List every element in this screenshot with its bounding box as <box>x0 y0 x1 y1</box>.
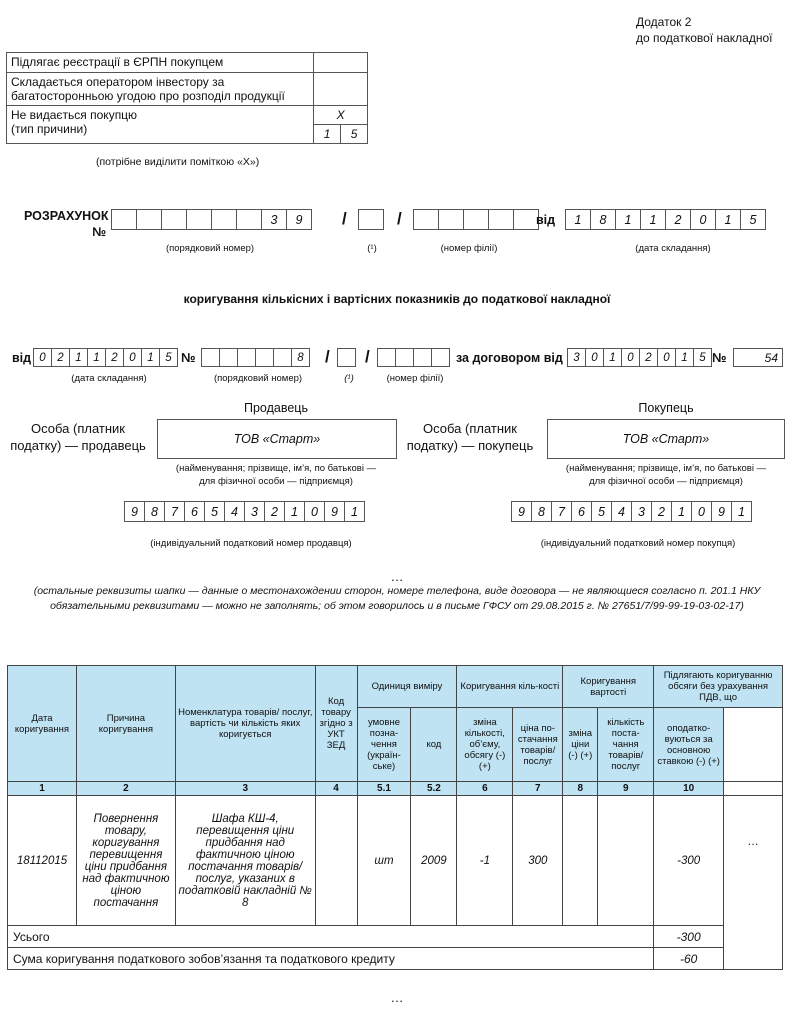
ref-branch-cells <box>378 348 450 367</box>
ref-date-cell-5[interactable]: 2 <box>105 348 124 367</box>
ref-branch-cell-3[interactable] <box>413 348 432 367</box>
calc-ext-cells <box>359 209 384 230</box>
comment <box>4 584 790 614</box>
cell-date[interactable]: 18112015 <box>8 796 77 926</box>
calc-number-cell-6[interactable] <box>236 209 262 230</box>
calc-from-label: від <box>536 213 556 227</box>
th-qty: Коригування кіль-кості <box>457 666 563 708</box>
calc-date-cell-2[interactable]: 8 <box>590 209 616 230</box>
col-num: 5.1 <box>357 782 411 796</box>
buyer-person-b: податку) — покупець <box>406 438 534 453</box>
seller-person-a: Особа (платник <box>31 421 125 436</box>
th-unit-code: код <box>411 708 457 782</box>
ref-from-label: від <box>12 351 32 365</box>
appendix-line2: до податкової накладної <box>636 31 773 45</box>
cell-qty[interactable]: -1 <box>457 796 513 926</box>
cell-unit[interactable]: шт <box>357 796 411 926</box>
calc-branch-cell-4[interactable] <box>488 209 514 230</box>
buyer-person-label <box>398 420 542 454</box>
registry-row-operator <box>7 73 314 106</box>
th-unit: Одиниця виміру <box>357 666 457 708</box>
buyer-name-note <box>530 462 794 488</box>
calc-date-cell-7[interactable]: 1 <box>715 209 741 230</box>
ref-contract-cell-6[interactable]: 0 <box>657 348 676 367</box>
cell-code[interactable] <box>315 796 357 926</box>
calc-date-cell-3[interactable]: 1 <box>615 209 641 230</box>
buyer-ipn-cell-10[interactable]: 0 <box>691 501 712 522</box>
calc-number-label: (порядковий номер) <box>165 243 255 254</box>
slash-2: / <box>397 209 402 228</box>
buyer-name-note-b: для фізичної особи — підприємця) <box>589 476 743 487</box>
ref-date-cell-3[interactable]: 1 <box>69 348 88 367</box>
seller-name-note-a: (найменування; прізвище, ім’я, по батькові — <box>175 463 377 474</box>
calc-title-b: № <box>92 225 106 239</box>
ref-contract-cell-4[interactable]: 0 <box>621 348 640 367</box>
registry-table <box>6 52 368 144</box>
calc-date-cell-6[interactable]: 0 <box>690 209 716 230</box>
ref-ext-cells <box>338 348 356 367</box>
ref-contract-cell-5[interactable]: 2 <box>639 348 658 367</box>
col-num: 10 <box>654 782 724 796</box>
seller-name-note <box>140 462 412 488</box>
ref-ext-label: (¹) <box>344 373 354 384</box>
col-num: 1 <box>8 782 77 796</box>
ref-number-cells <box>202 348 310 367</box>
seller-person-label <box>6 420 150 454</box>
calc-number-cell-3[interactable] <box>161 209 187 230</box>
ref-contract-no-label: № <box>712 350 727 365</box>
col-num: 2 <box>76 782 175 796</box>
ref-number-cell-6[interactable]: 8 <box>291 348 310 367</box>
seller-ipn-cell-4[interactable]: 6 <box>184 501 205 522</box>
cell-amount[interactable]: -300 <box>654 796 724 926</box>
th-nomenclature: Номенклатура товарів/ послуг, вартість чи кількість яких коригується <box>175 666 315 782</box>
ref-branch-cell-1[interactable] <box>377 348 396 367</box>
ref-number-cell-5[interactable] <box>273 348 292 367</box>
calc-number-cell-5[interactable] <box>211 209 237 230</box>
buyer-ipn-cell-5[interactable]: 5 <box>591 501 612 522</box>
calc-date-cell-5[interactable]: 2 <box>665 209 691 230</box>
buyer-ipn-cell-6[interactable]: 4 <box>611 501 632 522</box>
registry-row-not-issued <box>7 106 314 144</box>
buyer-ipn-cell-7[interactable]: 3 <box>631 501 652 522</box>
th-empty <box>724 708 783 782</box>
cell-unit-code[interactable]: 2009 <box>411 796 457 926</box>
comment-a: (остальные реквизиты шапки — данные о местонахождении сторон, номере телефона, виде договора — не являющиеся согласно п. 201.1 НКУ <box>33 585 761 597</box>
th-reason: Причина коригування <box>76 666 175 782</box>
buyer-ipn-cell-12[interactable]: 1 <box>731 501 752 522</box>
seller-ipn-cell-7[interactable]: 3 <box>244 501 265 522</box>
th-date: Дата коригування <box>8 666 77 782</box>
ref-no-label: № <box>181 350 196 365</box>
calc-date-label: (дата складання) <box>635 243 711 254</box>
seller-ipn-cell-11[interactable]: 9 <box>324 501 345 522</box>
seller-ipn-cell-2[interactable]: 8 <box>144 501 165 522</box>
registry-note: (потрібне виділити поміткою «Х») <box>96 156 260 168</box>
ref-branch-label: (номер філії) <box>386 373 444 384</box>
appendix-note <box>636 14 772 46</box>
seller-ipn-cell-12[interactable]: 1 <box>344 501 365 522</box>
ref-date-cell-6[interactable]: 0 <box>123 348 142 367</box>
ref-contract-cell-2[interactable]: 0 <box>585 348 604 367</box>
buyer-ipn-cell-11[interactable]: 9 <box>711 501 732 522</box>
ref-number-label: (порядковий номер) <box>213 373 303 384</box>
seller-ipn-cell-9[interactable]: 1 <box>284 501 305 522</box>
col-num: 4 <box>315 782 357 796</box>
col-num: 8 <box>563 782 598 796</box>
ref-contract-no[interactable]: 54 <box>733 348 783 367</box>
reason-cell-2[interactable]: 5 <box>341 125 368 144</box>
reason-cell-1[interactable]: 1 <box>314 125 341 144</box>
seller-ipn-cell-10[interactable]: 0 <box>304 501 325 522</box>
comment-b: обязательными реквизитами — можно не заполнять; об этом говорилось и в письме ГФСУ от 29.08.2015 г. № 27651/7/99-99-19-03-02-17) <box>50 600 744 612</box>
tax-label: Сума коригування податкового зобов’язання та податкового кредиту <box>8 948 654 970</box>
calc-branch-cells <box>414 209 539 230</box>
seller-ipn-cell-1[interactable]: 9 <box>124 501 145 522</box>
buyer-ipn-cells <box>512 501 752 522</box>
ref-branch-cell-4[interactable] <box>431 348 450 367</box>
ref-date-cells <box>34 348 178 367</box>
cell-reason[interactable]: Повернення товару, коригування перевищення ціни придбання над фактичною ціною постачання <box>76 796 175 926</box>
buyer-name-note-a: (найменування; прізвище, ім’я, по батькові — <box>565 463 767 474</box>
th-val-qty: кількість поста-чання товарів/ послуг <box>598 708 654 782</box>
buyer-ipn-cell-8[interactable]: 2 <box>651 501 672 522</box>
registry-row-operator-b: багатосторонньою угодою про розподіл продукції <box>11 89 285 103</box>
buyer-ipn-cell-2[interactable]: 8 <box>531 501 552 522</box>
seller-ipn-cells <box>125 501 365 522</box>
registry-row-not-issued-b: (тип причини) <box>11 122 88 136</box>
seller-ipn-cell-5[interactable]: 5 <box>204 501 225 522</box>
calc-number-cell-4[interactable] <box>186 209 212 230</box>
th-code: Код товару згідно з УКТ ЗЕД <box>315 666 357 782</box>
buyer-person-a: Особа (платник <box>423 421 517 436</box>
slash-1: / <box>342 209 347 228</box>
calc-heading: коригування кількісних і вартісних показників до податкової накладної <box>183 292 611 306</box>
ref-contract-cell-8[interactable]: 5 <box>693 348 712 367</box>
slash-3: / <box>325 347 330 366</box>
col-num: 6 <box>457 782 513 796</box>
calc-date-cells <box>566 209 766 230</box>
seller-name-field[interactable]: ТОВ «Старт» <box>157 419 397 459</box>
ref-date-label: (дата складання) <box>71 373 147 384</box>
seller-name-note-b: для фізичної особи — підприємця) <box>199 476 353 487</box>
ellipsis-top: … <box>390 569 404 584</box>
cell-nomenclature[interactable]: Шафа КШ-4, перевищення ціни придбання над фактичною ціною постачання товарів/ послуг, указаних в податковій накладній № 8 <box>175 796 315 926</box>
registry-row-ergpn: Підлягає реєстрації в ЄРПН покупцем <box>7 53 314 73</box>
registry-row-not-issued-a: Не видається покупцю <box>11 108 138 122</box>
seller-ipn-cell-6[interactable]: 4 <box>224 501 245 522</box>
total-label: Усього <box>8 926 654 948</box>
ref-date-cell-7[interactable]: 1 <box>141 348 160 367</box>
buyer-ipn-cell-9[interactable]: 1 <box>671 501 692 522</box>
seller-person-b: податку) — продавець <box>10 438 146 453</box>
calc-number-cell-7[interactable]: 3 <box>261 209 287 230</box>
th-subject-base: оподатко-вуються за основною ставкою (-) (+) <box>654 708 724 782</box>
seller-ipn-cell-3[interactable]: 7 <box>164 501 185 522</box>
col-num: 7 <box>513 782 563 796</box>
slash-4: / <box>365 347 370 366</box>
col-num-empty <box>724 782 783 796</box>
buyer-ipn-cell-4[interactable]: 6 <box>571 501 592 522</box>
calc-number-cell-2[interactable] <box>136 209 162 230</box>
calc-date-cell-1[interactable]: 1 <box>565 209 591 230</box>
registry-mark-operator[interactable] <box>314 73 368 106</box>
registry-mark-ergpn[interactable] <box>314 53 368 73</box>
col-num: 5.2 <box>411 782 457 796</box>
calc-number-cell-1[interactable] <box>111 209 137 230</box>
seller-ipn-label: (індивідуальний податковий номер продавця) <box>150 538 352 549</box>
buyer-ipn-cell-3[interactable]: 7 <box>551 501 572 522</box>
calc-branch-cell-1[interactable] <box>413 209 439 230</box>
calc-number-cells <box>112 209 312 230</box>
th-subject: Підлягають коригуванню обсяги без урахування ПДВ, що <box>654 666 783 708</box>
tax-value: -60 <box>654 948 724 970</box>
ref-contract-cell-1[interactable]: 3 <box>567 348 586 367</box>
calc-branch-cell-3[interactable] <box>463 209 489 230</box>
ref-date-cell-4[interactable]: 1 <box>87 348 106 367</box>
correction-table <box>7 665 783 970</box>
col-num: 3 <box>175 782 315 796</box>
cell-extra: … <box>724 796 783 970</box>
ref-ext-cell-1[interactable] <box>337 348 356 367</box>
ref-contract-label: за договором від <box>456 351 563 365</box>
ref-number-cell-1[interactable] <box>201 348 220 367</box>
ref-number-cell-3[interactable] <box>237 348 256 367</box>
ref-contract-cell-7[interactable]: 1 <box>675 348 694 367</box>
buyer-header: Покупець <box>638 401 694 415</box>
buyer-name-field[interactable]: ТОВ «Старт» <box>547 419 785 459</box>
ref-branch-cell-2[interactable] <box>395 348 414 367</box>
cell-qty-value[interactable] <box>598 796 654 926</box>
calc-ext-cell-1[interactable] <box>358 209 384 230</box>
buyer-ipn-cell-1[interactable]: 9 <box>511 501 532 522</box>
total-value: -300 <box>654 926 724 948</box>
calc-date-cell-4[interactable]: 1 <box>640 209 666 230</box>
buyer-ipn-label: (індивідуальний податковий номер покупця) <box>540 538 736 549</box>
ref-contract-cells <box>568 348 712 367</box>
calc-number-cell-8[interactable]: 9 <box>286 209 312 230</box>
ref-date-cell-1[interactable]: 0 <box>33 348 52 367</box>
registry-row-operator-a: Складається оператором інвестору за <box>11 75 225 89</box>
th-unit-name: умовне позна-чення (україн-ське) <box>357 708 411 782</box>
th-qty-change: зміна кількості, об’єму, обсягу (-) (+) <box>457 708 513 782</box>
th-value: Коригування вартості <box>563 666 654 708</box>
ref-date-cell-2[interactable]: 2 <box>51 348 70 367</box>
ref-number-cell-2[interactable] <box>219 348 238 367</box>
registry-mark-not-issued[interactable]: Х <box>314 106 368 125</box>
ellipsis-bottom: … <box>390 990 404 1005</box>
seller-header: Продавець <box>244 401 308 415</box>
col-num: 9 <box>598 782 654 796</box>
ref-date-cell-8[interactable]: 5 <box>159 348 178 367</box>
ref-number-cell-4[interactable] <box>255 348 274 367</box>
calc-branch-cell-2[interactable] <box>438 209 464 230</box>
cell-price-change[interactable] <box>563 796 598 926</box>
th-qty-price: ціна по-стачання товарів/ послуг <box>513 708 563 782</box>
calc-branch-label: (номер філії) <box>440 243 498 254</box>
th-val-price: зміна ціни (-) (+) <box>563 708 598 782</box>
ref-contract-cell-3[interactable]: 1 <box>603 348 622 367</box>
calc-title <box>24 208 109 240</box>
seller-ipn-cell-8[interactable]: 2 <box>264 501 285 522</box>
calc-date-cell-8[interactable]: 5 <box>740 209 766 230</box>
calc-title-a: РОЗРАХУНОК <box>24 209 109 223</box>
calc-ext-label: (¹) <box>367 243 377 254</box>
appendix-line1: Додаток 2 <box>636 15 692 29</box>
cell-price[interactable]: 300 <box>513 796 563 926</box>
